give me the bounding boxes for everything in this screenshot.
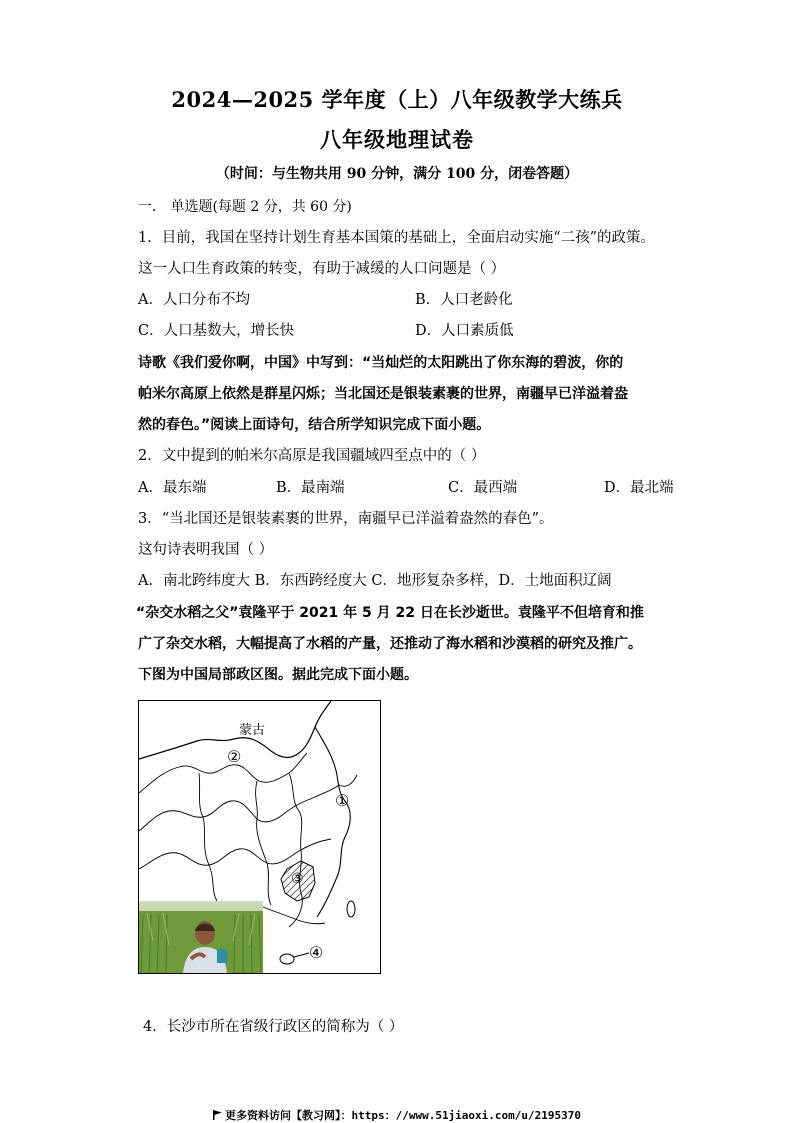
province-border-1 xyxy=(139,753,307,793)
passage1-line1: 诗歌《我们爱你啊，中国》中写到：“当灿烂的太阳跳出了你东海的碧波，你的 xyxy=(138,355,624,371)
footer-text: 更多资料访问【教习网】：https：//www.51jiaoxi.com/u/2195370 xyxy=(224,1109,582,1122)
section-heading: 一． 单选题(每题 2 分，共 60 分) xyxy=(138,199,352,215)
q3-stem-line1: 3．“当北国还是银装素裹的世界，南疆早已洋溢着盎然的春色”。 xyxy=(138,511,554,527)
map-marker-1: ① xyxy=(335,791,350,810)
q2-option-a: A．最东端 xyxy=(138,480,207,496)
passage2-line3: 下图为中国局部政区图。据此完成下面小题。 xyxy=(138,667,418,683)
passage1-line3: 然的春色。”阅读上面诗句，结合所学知识完成下面小题。 xyxy=(138,417,491,433)
q3-stem-line2: 这句诗表明我国（ ） xyxy=(138,542,274,558)
q1-option-c: C．人口基数大，增长快 xyxy=(138,323,295,339)
exam-instructions: （时间：与生物共用 90 分钟，满分 100 分，闭卷答题） xyxy=(215,166,579,182)
q1-stem-line1: 1．目前，我国在坚持计划生育基本国策的基础上，全面启动实施“二孩”的政策。 xyxy=(138,230,656,246)
footer-link[interactable] xyxy=(0,1107,794,1123)
province-border-2 xyxy=(139,785,339,831)
marker4-leader-line xyxy=(294,953,309,957)
map-marker-3: ③ xyxy=(291,871,304,887)
q4-stem: 4．长沙市所在省级行政区的简称为（ ） xyxy=(143,1019,404,1035)
map-marker-4: ④ xyxy=(309,943,324,962)
province-border-4 xyxy=(199,773,217,901)
eastern-coastline xyxy=(315,727,350,917)
q3-options: A．南北跨纬度大 B．东西跨经度大 C．地形复杂多样，D．土地面积辽阔 xyxy=(138,573,612,589)
passage1-line2: 帕米尔高原上依然是群星闪烁；当北国还是银装素裹的世界，南疆早已洋溢着盎 xyxy=(138,386,628,402)
map-label-mongolia: 蒙古 xyxy=(239,723,266,738)
q2-stem: 2．文中提到的帕米尔高原是我国疆域四至点中的（ ） xyxy=(138,448,486,464)
q2-option-b: B．最南端 xyxy=(276,480,345,496)
exam-title: 2024—2025 学年度（上）八年级教学大练兵 xyxy=(171,87,623,112)
rice-field-photo xyxy=(139,901,263,973)
q2-option-d: D．最北端 xyxy=(604,480,674,496)
q1-stem-line2: 这一人口生育政策的转变，有助于减缓的人口问题是（ ） xyxy=(138,261,506,277)
taiwan-island xyxy=(347,901,355,917)
bohai-coast xyxy=(339,775,357,786)
q1-option-d: D．人口素质低 xyxy=(415,323,514,339)
map-marker-2: ② xyxy=(227,747,242,766)
china-partial-political-map xyxy=(138,700,381,974)
passage2-line2: 广了杂交水稻，大幅提高了水稻的产量，还推动了海水稻和沙漠稻的研究及推广。 xyxy=(138,636,642,652)
province-border-5 xyxy=(256,781,271,905)
hainan-island xyxy=(280,954,294,964)
q1-option-a: A．人口分布不均 xyxy=(138,292,250,308)
q2-option-c: C．最西端 xyxy=(448,480,518,496)
southern-coastline xyxy=(263,907,325,924)
passage2-line1: “杂交水稻之父”袁隆平于 2021 年 5 月 22 日在长沙逝世。袁隆平不但培育和推 xyxy=(136,605,644,621)
flag-icon xyxy=(213,1110,222,1120)
q1-option-b: B．人口老龄化 xyxy=(415,292,513,308)
exam-subject-title: 八年级地理试卷 xyxy=(320,127,474,152)
